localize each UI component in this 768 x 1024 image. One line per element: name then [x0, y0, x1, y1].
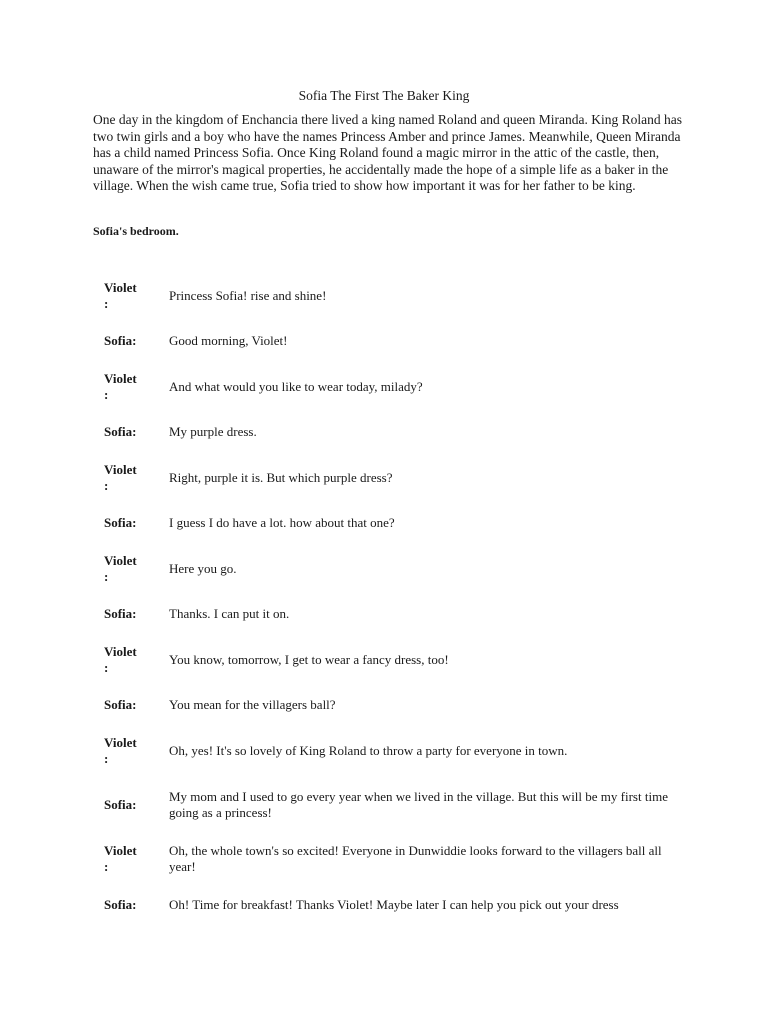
dialogue-line: Thanks. I can put it on. — [169, 606, 290, 621]
dialogue-line: I guess I do have a lot. how about that one? — [169, 515, 395, 530]
dialogue-row — [104, 843, 684, 875]
dialogue-row — [104, 697, 684, 713]
dialogue-row — [104, 280, 684, 311]
scene-heading: Sofia's bedroom. — [93, 224, 179, 238]
speaker-name: Sofia: — [104, 697, 137, 712]
speaker-name: Sofia: — [104, 515, 137, 530]
dialogue-line: Princess Sofia! rise and shine! — [169, 287, 327, 303]
speaker-name: Sofia: — [104, 797, 137, 812]
dialogue-row — [104, 606, 684, 622]
dialogue-line: And what would you like to wear today, milady? — [169, 378, 423, 394]
dialogue-line: Here you go. — [169, 560, 237, 576]
dialogue-line: Oh! Time for breakfast! Thanks Violet! Maybe later I can help you pick out your dress — [169, 897, 619, 912]
speaker-name: Sofia: — [104, 424, 137, 439]
speaker-name: Violet : — [104, 461, 137, 493]
speaker-name: Sofia: — [104, 333, 137, 348]
speaker-name: Sofia: — [104, 897, 137, 912]
dialogue-line: Good morning, Violet! — [169, 333, 288, 348]
dialogue-row — [104, 424, 684, 440]
speaker-name: Violet : — [104, 370, 137, 402]
speaker-name: Violet : — [104, 843, 137, 874]
dialogue-row — [104, 553, 684, 584]
dialogue-row — [104, 333, 684, 349]
dialogue-row — [104, 789, 684, 821]
dialogue-row — [104, 462, 684, 493]
dialogue-line: My mom and I used to go every year when we lived in the village. But this will be my first time going as a princess! — [169, 789, 668, 820]
dialogue-row — [104, 371, 684, 402]
dialogue-row — [104, 515, 684, 531]
dialogue-line: Oh, the whole town's so excited! Everyone in Dunwiddie looks forward to the villagers ball all year! — [169, 843, 662, 874]
dialogue-line: You mean for the villagers ball? — [169, 697, 336, 712]
dialogue-row — [104, 644, 684, 675]
speaker-name: Violet : — [104, 643, 137, 675]
dialogue-line: Oh, yes! It's so lovely of King Roland to throw a party for everyone in town. — [169, 742, 568, 758]
speaker-name: Violet : — [104, 734, 137, 766]
dialogue-row — [104, 897, 684, 913]
intro-paragraph: One day in the kingdom of Enchancia there lived a king named Roland and queen Miranda. King Roland has two twin girls and a boy who have the names Princess Amber and prince James. Meanwhile, Queen Miranda has a child named Princess Sofia. Once King Roland found a magic mirror in the attic of the castle, then, unaware of the mirror's magical properties, he accidentally made the hope of a simple life as a baker in the village. When the wish came true, Sofia tried to show how important it was for her father to be king. — [93, 112, 682, 193]
speaker-name: Sofia: — [104, 606, 137, 621]
dialogue-line: Right, purple it is. But which purple dress? — [169, 469, 393, 485]
dialogue-line: My purple dress. — [169, 424, 257, 439]
document-title: Sofia The First The Baker King — [298, 88, 470, 103]
speaker-name: Violet : — [104, 279, 137, 311]
speaker-name: Violet : — [104, 552, 137, 584]
dialogue-row — [104, 735, 684, 766]
dialogue-line: You know, tomorrow, I get to wear a fancy dress, too! — [169, 651, 449, 667]
